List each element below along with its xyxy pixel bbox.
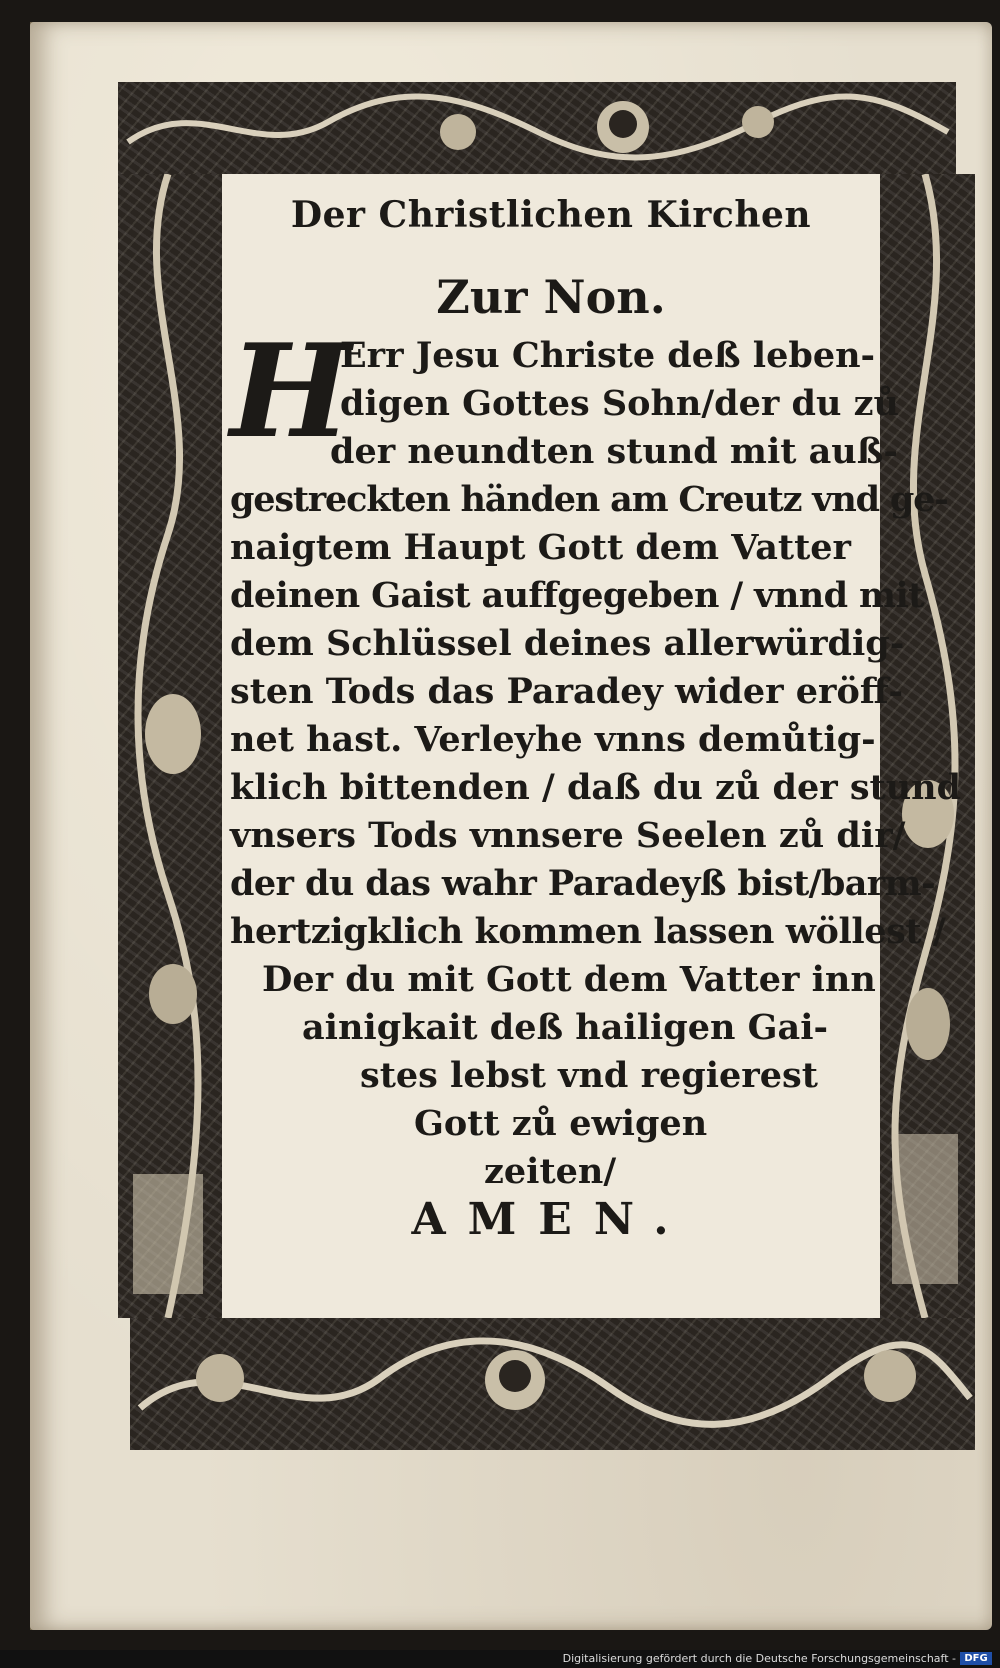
amen-closing: AMEN. [411,1194,691,1245]
text-line: Der du mit Gott dem Vatter inn [262,959,876,1000]
text-line: stes lebst vnd regierest [360,1055,818,1096]
text-line: digen Gottes Sohn/der du zů [340,383,899,424]
section-title: Zur Non. [436,270,666,324]
text-area [222,174,962,1318]
dfg-logo: DFG [960,1652,992,1665]
woodcut-border-left [118,174,222,1318]
text-line: der neundten stund mit auß- [330,431,898,472]
text-line: sten Tods das Paradey wider eröff- [230,671,904,712]
text-line: Err Jesu Christe deß leben- [340,335,876,376]
text-line: hertzigklich kommen lassen wöllest / [230,911,946,952]
text-line: naigtem Haupt Gott dem Vatter [230,527,851,568]
woodcut-border-right [880,174,975,1318]
text-line: der du das wahr Paradeyß bist/barm- [230,863,935,904]
text-line: deinen Gaist auffgegeben / vnnd mit [230,575,924,616]
text-line: ainigkait deß hailigen Gai- [302,1007,829,1048]
funding-credit: Digitalisierung gefördert durch die Deutsche Forschungsgemeinschaft - [562,1652,956,1665]
text-line: klich bittenden / daß du zů der stund [230,767,962,808]
running-head: Der Christlichen Kirchen [290,194,812,236]
text-line: net hast. Verleyhe vnns demůtig- [230,719,876,760]
decorated-initial: H [230,317,351,467]
text-line: gestreckten händen am Creutz vnd ge- [230,479,948,520]
text-line: vnsers Tods vnnsere Seelen zů dir/ [230,815,906,856]
woodcut-border-bottom [130,1318,975,1450]
text-line: Gott zů ewigen [414,1103,708,1144]
text-line: zeiten/ [484,1151,617,1192]
text-line: dem Schlüssel deines allerwürdig- [230,623,905,664]
woodcut-border-top [118,82,956,174]
